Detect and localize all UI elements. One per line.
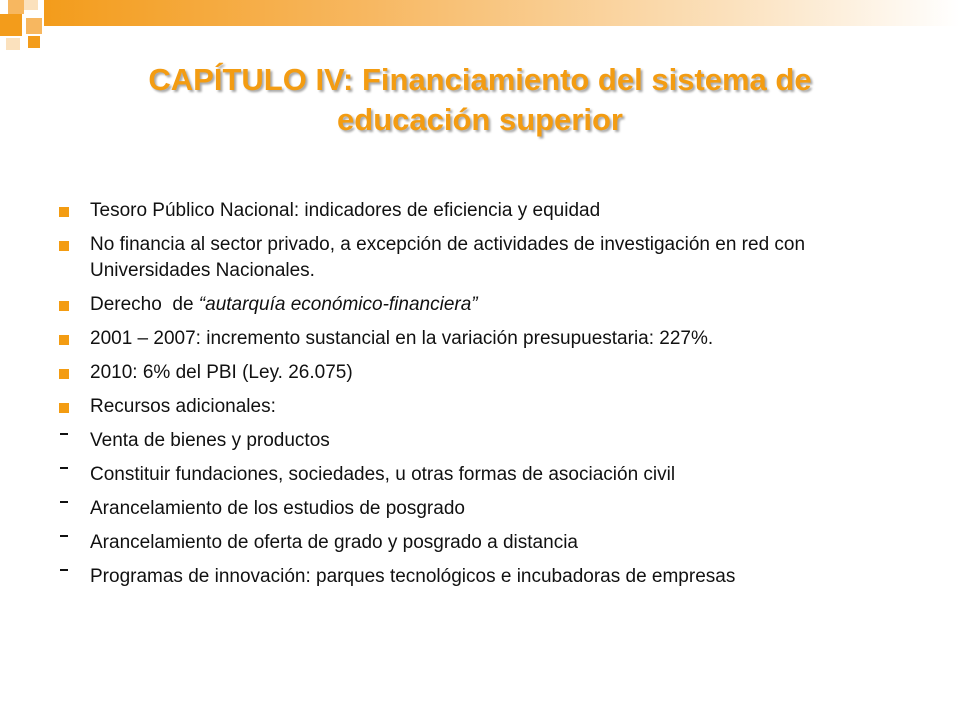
list-item-text: Recursos adicionales:: [90, 396, 276, 417]
list-item: [56, 394, 916, 420]
list-item-text: Derecho de: [90, 294, 199, 315]
list-item-text: Arancelamiento de los estudios de posgrado: [90, 498, 465, 519]
corner-square-3: [0, 14, 22, 36]
list-item-text: No financia al sector privado, a excepción de actividades de investigación en red con Universidades Nacionales.: [90, 234, 806, 281]
slide-title-line-1: CAPÍTULO IV: Financiamiento del sistema de: [148, 62, 812, 97]
list-item: [56, 428, 916, 454]
dash-bullet-icon: [60, 569, 68, 571]
corner-square-6: [28, 36, 40, 48]
square-bullet-icon: [59, 335, 69, 345]
corner-square-2: [24, 0, 38, 10]
list-item-text: 2001 – 2007: incremento sustancial en la variación presupuestaria: 227%.: [90, 328, 714, 349]
dash-bullet-icon: [60, 501, 68, 503]
list-item: [56, 292, 916, 318]
square-bullet-icon: [59, 403, 69, 413]
list-item-text: Tesoro Público Nacional: indicadores de eficiencia y equidad: [90, 200, 601, 221]
square-bullet-icon: [59, 207, 69, 217]
header-gradient-bar: [44, 0, 960, 26]
list-item-text: Venta de bienes y productos: [90, 430, 330, 451]
list-item: [56, 326, 916, 352]
corner-square-5: [6, 38, 20, 50]
list-item-text: Programas de innovación: parques tecnológicos e incubadoras de empresas: [90, 566, 736, 587]
dash-bullet-icon: [60, 433, 68, 435]
list-item-text: Arancelamiento de oferta de grado y posgrado a distancia: [90, 532, 578, 553]
slide-title: [60, 60, 900, 140]
list-item-text: 2010: 6% del PBI (Ley. 26.075): [90, 362, 353, 383]
list-item: [56, 198, 916, 224]
list-item-text: Constituir fundaciones, sociedades, u otras formas de asociación civil: [90, 464, 676, 485]
list-item: [56, 462, 916, 488]
list-item: [56, 564, 916, 590]
list-item: [56, 496, 916, 522]
square-bullet-icon: [59, 241, 69, 251]
list-item: [56, 232, 916, 284]
slide-title-line-2: educación superior: [337, 102, 623, 137]
list-item: [56, 530, 916, 556]
dash-bullet-icon: [60, 467, 68, 469]
corner-square-4: [26, 18, 42, 34]
square-bullet-icon: [59, 301, 69, 311]
square-bullet-icon: [59, 369, 69, 379]
dash-bullet-icon: [60, 535, 68, 537]
corner-square-1: [8, 0, 24, 14]
bullet-list: [56, 198, 916, 598]
list-item: [56, 360, 916, 386]
list-item-emphasis: “autarquía económico-financiera”: [198, 294, 478, 315]
